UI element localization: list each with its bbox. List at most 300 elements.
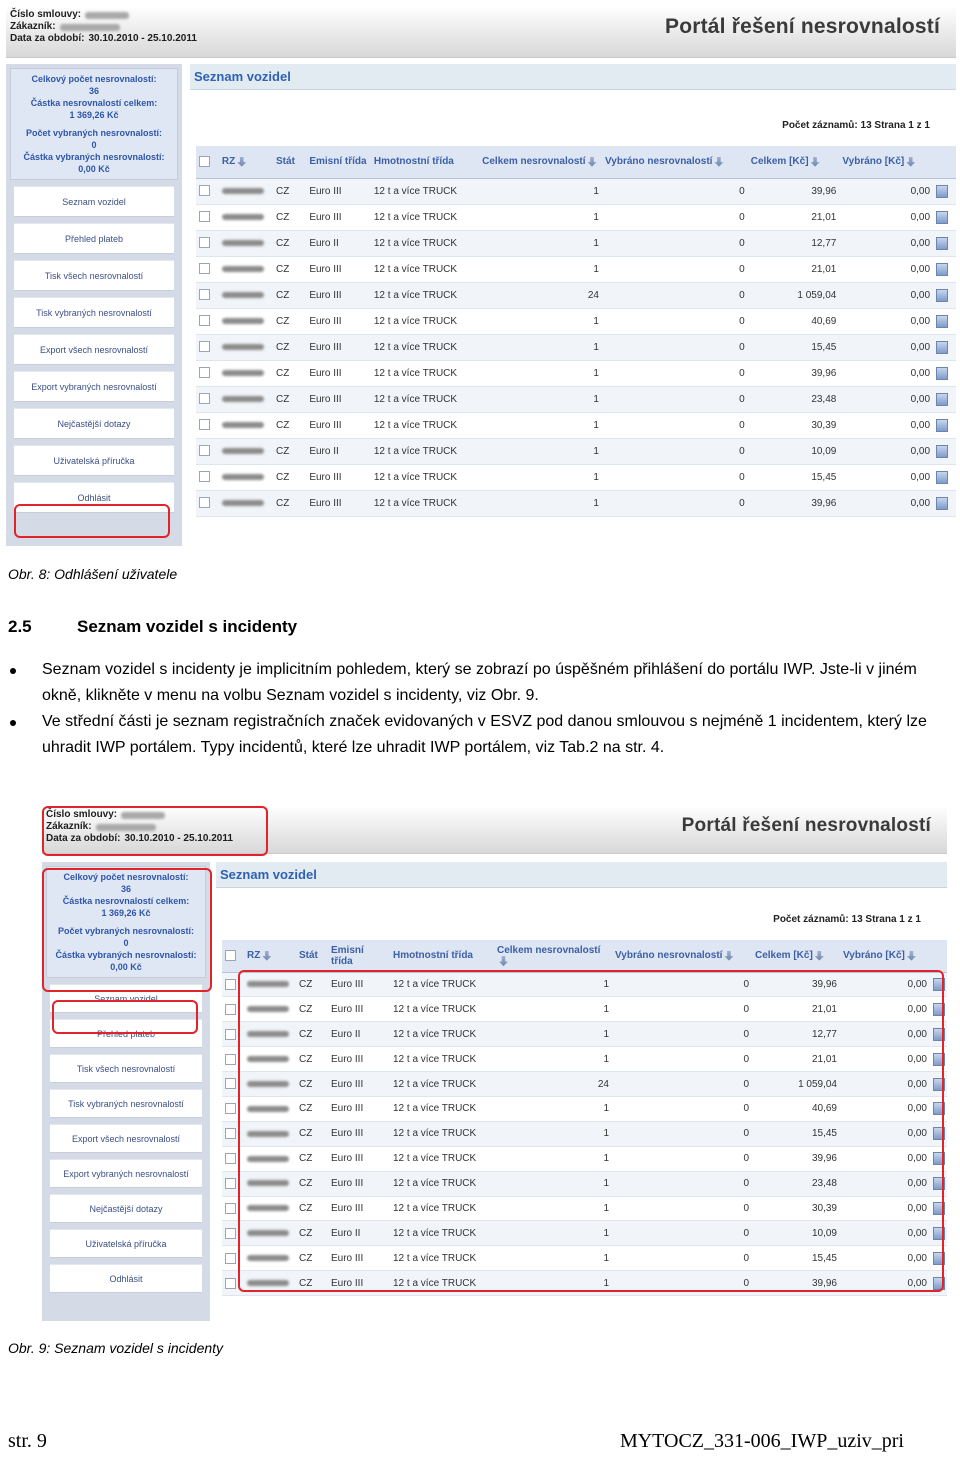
selected-czk-cell: 0,00: [839, 282, 933, 308]
selected-czk-cell: 0,00: [840, 1072, 930, 1097]
table-row: [196, 308, 956, 334]
menu-item[interactable]: Odhlásit: [50, 1264, 202, 1293]
row-checkbox[interactable]: [199, 263, 210, 274]
sort-icon[interactable]: [906, 157, 915, 167]
state-cell: CZ: [296, 1271, 328, 1296]
menu-item[interactable]: Tisk vybraných nesrovnalostí: [50, 1089, 202, 1118]
redacted-customer: [60, 24, 120, 31]
page-number: str. 9: [8, 1430, 47, 1452]
column-header[interactable]: RZ: [244, 940, 296, 972]
table-row: [196, 386, 956, 412]
period-label: Data za období:: [46, 833, 121, 844]
selected-czk-cell: 0,00: [840, 1171, 930, 1196]
column-header[interactable]: Celkem nesrovnalostí: [479, 146, 602, 178]
total-czk-cell: 12,77: [748, 230, 840, 256]
total-cell: 1: [494, 1146, 612, 1171]
emission-cell: Euro II: [306, 438, 371, 464]
sort-icon[interactable]: [907, 951, 916, 961]
selected-amount: 0,00 Kč: [78, 164, 110, 174]
vehicle-table: [196, 146, 956, 517]
bullet-list: [8, 657, 958, 761]
table-row: [196, 334, 956, 360]
vehicle-table: [222, 940, 947, 1296]
emission-cell: Euro III: [328, 1246, 390, 1271]
table-row: [196, 230, 956, 256]
state-cell: CZ: [273, 308, 306, 334]
table-row: [196, 282, 956, 308]
detail-icon[interactable]: [933, 1028, 945, 1041]
row-checkbox[interactable]: [199, 419, 210, 430]
detail-icon[interactable]: [936, 263, 948, 276]
portal-title: Portál řešení nesrovnalostí: [681, 815, 931, 836]
table-row: [222, 1096, 947, 1121]
menu-item[interactable]: Nejčastější dotazy: [14, 408, 174, 439]
column-header[interactable]: Emisní třída: [306, 146, 371, 178]
total-cell: 1: [479, 412, 602, 438]
detail-icon[interactable]: [936, 471, 948, 484]
row-checkbox[interactable]: [225, 1178, 236, 1189]
weight-cell: 12 t a více TRUCK: [390, 1221, 494, 1246]
menu-item[interactable]: Uživatelská příručka: [14, 445, 174, 476]
weight-cell: 12 t a více TRUCK: [371, 178, 479, 204]
table-row: [196, 178, 956, 204]
emission-cell: Euro III: [328, 1121, 390, 1146]
emission-cell: Euro III: [328, 1047, 390, 1072]
total-cell: 1: [494, 1047, 612, 1072]
weight-cell: 12 t a více TRUCK: [390, 1196, 494, 1221]
total-cell: 1: [494, 1121, 612, 1146]
row-checkbox[interactable]: [199, 341, 210, 352]
state-cell: CZ: [296, 1047, 328, 1072]
selected-czk-cell: 0,00: [840, 1271, 930, 1296]
selected-czk-cell: 0,00: [839, 464, 933, 490]
weight-cell: 12 t a více TRUCK: [390, 1022, 494, 1047]
total-czk-cell: 1 059,04: [752, 1072, 840, 1097]
weight-cell: 12 t a více TRUCK: [371, 360, 479, 386]
emission-cell: Euro III: [306, 178, 371, 204]
main-title: Seznam vozidel: [216, 862, 947, 888]
bullet-icon: [10, 668, 16, 674]
total-czk-cell: 39,96: [748, 178, 840, 204]
emission-cell: Euro II: [306, 230, 371, 256]
table-row: [196, 360, 956, 386]
main-panel: [190, 64, 956, 546]
list-item: [8, 709, 958, 761]
row-checkbox[interactable]: [199, 185, 210, 196]
weight-cell: 12 t a více TRUCK: [390, 972, 494, 997]
redacted-plate: [222, 500, 264, 506]
total-amount-label: Částka nesrovnalostí celkem:: [62, 896, 190, 906]
row-checkbox[interactable]: [199, 471, 210, 482]
detail-icon[interactable]: [933, 978, 945, 991]
menu-item[interactable]: Tisk všech nesrovnalostí: [14, 260, 174, 291]
redacted-plate: [247, 1106, 289, 1112]
row-checkbox[interactable]: [225, 1054, 236, 1065]
table-row: [222, 1146, 947, 1171]
weight-cell: 12 t a více TRUCK: [390, 1171, 494, 1196]
total-czk-cell: 21,01: [752, 1047, 840, 1072]
row-checkbox[interactable]: [225, 1029, 236, 1040]
menu-item[interactable]: Seznam vozidel: [50, 984, 202, 1013]
menu-item[interactable]: Export všech nesrovnalostí: [50, 1124, 202, 1153]
total-cell: 1: [494, 1096, 612, 1121]
table-row: [222, 1047, 947, 1072]
total-czk-cell: 21,01: [748, 256, 840, 282]
total-czk-cell: 30,39: [752, 1196, 840, 1221]
weight-cell: 12 t a více TRUCK: [371, 334, 479, 360]
total-cell: 1: [479, 334, 602, 360]
table-row: [222, 1221, 947, 1246]
selected-czk-cell: 0,00: [840, 1121, 930, 1146]
selected-cell: 0: [602, 412, 748, 438]
bullet-text: Seznam vozidel s incidenty je implicitním pohledem, který se zobrazí po úspěšném přihlášení do portálu IWP. Jste-li v jiném okně, klikněte v menu na volbu Seznam vozidel s incidenty, viz Obr. 9.: [42, 661, 917, 704]
weight-cell: 12 t a více TRUCK: [371, 230, 479, 256]
table-header: [222, 940, 947, 972]
detail-icon[interactable]: [936, 211, 948, 224]
row-checkbox[interactable]: [225, 1203, 236, 1214]
redacted-plate: [222, 266, 264, 272]
period-label: Data za období:: [10, 33, 85, 44]
menu-item[interactable]: Přehled plateb: [14, 223, 174, 254]
total-count-label: Celkový počet nesrovnalostí:: [63, 872, 189, 882]
redacted-plate: [222, 396, 264, 402]
detail-icon[interactable]: [933, 1003, 945, 1016]
row-checkbox[interactable]: [225, 1128, 236, 1139]
emission-cell: Euro III: [306, 204, 371, 230]
emission-cell: Euro III: [328, 1196, 390, 1221]
summary-panel: [46, 866, 206, 978]
selected-cell: 0: [612, 1047, 752, 1072]
state-cell: CZ: [273, 334, 306, 360]
column-header[interactable]: Emisní třída: [328, 940, 390, 972]
menu-item[interactable]: Export vybraných nesrovnalostí: [50, 1159, 202, 1188]
column-header[interactable]: Celkem nesrovnalostí: [494, 940, 612, 972]
weight-cell: 12 t a více TRUCK: [390, 1096, 494, 1121]
selected-czk-cell: 0,00: [839, 256, 933, 282]
table-row: [196, 412, 956, 438]
selected-cell: 0: [612, 1171, 752, 1196]
emission-cell: Euro III: [328, 1146, 390, 1171]
list-item: [8, 657, 958, 709]
redacted-plate: [247, 1081, 289, 1087]
weight-cell: 12 t a více TRUCK: [371, 386, 479, 412]
table-row: [222, 1271, 947, 1296]
row-checkbox[interactable]: [199, 289, 210, 300]
emission-cell: Euro III: [306, 412, 371, 438]
state-cell: CZ: [296, 997, 328, 1022]
sort-icon[interactable]: [588, 157, 597, 167]
state-cell: CZ: [296, 1246, 328, 1271]
detail-icon[interactable]: [933, 1277, 945, 1290]
total-cell: 1: [479, 386, 602, 412]
selected-amount-label: Částka vybraných nesrovnalostí:: [23, 152, 165, 162]
column-header[interactable]: Vybráno [Kč]: [840, 940, 930, 972]
selected-czk-cell: 0,00: [840, 1196, 930, 1221]
total-cell: 1: [479, 438, 602, 464]
selected-cell: 0: [612, 972, 752, 997]
detail-icon[interactable]: [933, 1127, 945, 1140]
redacted-plate: [247, 1280, 289, 1286]
state-cell: CZ: [296, 1121, 328, 1146]
weight-cell: 12 t a více TRUCK: [390, 1246, 494, 1271]
bullet-text: Ve střední části je seznam registračních značek evidovaných v ESVZ pod danou smlouvou s nejméně 1 incidentem, který lze uhradit IWP portálem. Typy incidentů, které lze uhradit IWP portálem, viz Tab.2 na str. 4.: [42, 713, 927, 756]
weight-cell: 12 t a více TRUCK: [390, 1146, 494, 1171]
total-czk-cell: 30,39: [748, 412, 840, 438]
selected-cell: 0: [602, 230, 748, 256]
row-checkbox[interactable]: [199, 367, 210, 378]
sort-icon[interactable]: [815, 951, 824, 961]
bullet-icon: [10, 720, 16, 726]
emission-cell: Euro III: [328, 1096, 390, 1121]
row-checkbox[interactable]: [225, 1103, 236, 1114]
redacted-plate: [247, 1230, 289, 1236]
row-checkbox[interactable]: [199, 497, 210, 508]
row-checkbox[interactable]: [199, 211, 210, 222]
total-czk-cell: 1 059,04: [748, 282, 840, 308]
table-row: [196, 204, 956, 230]
sidebar-menu: [14, 186, 174, 513]
selected-czk-cell: 0,00: [840, 1022, 930, 1047]
contract-info: [46, 809, 233, 845]
total-cell: 24: [494, 1072, 612, 1097]
detail-icon[interactable]: [936, 419, 948, 432]
menu-item[interactable]: Odhlásit: [14, 482, 174, 513]
column-header[interactable]: Vybráno nesrovnalostí: [612, 940, 752, 972]
table-row: [222, 1246, 947, 1271]
weight-cell: 12 t a více TRUCK: [390, 1047, 494, 1072]
redacted-plate: [222, 422, 264, 428]
selected-cell: 0: [602, 438, 748, 464]
emission-cell: Euro III: [306, 282, 371, 308]
emission-cell: Euro III: [306, 490, 371, 516]
weight-cell: 12 t a více TRUCK: [371, 438, 479, 464]
selected-cell: 0: [612, 1072, 752, 1097]
row-checkbox[interactable]: [225, 1278, 236, 1289]
row-checkbox[interactable]: [199, 237, 210, 248]
total-czk-cell: 40,69: [748, 308, 840, 334]
portal-title: Portál řešení nesrovnalostí: [665, 15, 940, 38]
redacted-plate: [222, 214, 264, 220]
sort-icon[interactable]: [262, 951, 271, 961]
redacted-contract-number: [121, 812, 165, 819]
total-cell: 1: [479, 464, 602, 490]
state-cell: CZ: [296, 1146, 328, 1171]
section-title: Seznam vozidel s incidenty: [77, 617, 298, 636]
detail-icon[interactable]: [936, 315, 948, 328]
total-count: 36: [120, 884, 131, 894]
table-row: [196, 438, 956, 464]
column-header[interactable]: Hmotnostní třída: [390, 940, 494, 972]
main-title: Seznam vozidel: [190, 64, 956, 90]
row-checkbox[interactable]: [225, 1004, 236, 1015]
figure-caption-9: Obr. 9: Seznam vozidel s incidenty: [8, 1340, 224, 1356]
selected-count-label: Počet vybraných nesrovnalostí:: [57, 926, 195, 936]
weight-cell: 12 t a více TRUCK: [390, 1271, 494, 1296]
column-header[interactable]: RZ: [219, 146, 273, 178]
table-row: [222, 1072, 947, 1097]
section-number: 2.5: [8, 617, 32, 636]
total-amount: 1 369,26 Kč: [69, 110, 119, 120]
selected-czk-cell: 0,00: [839, 360, 933, 386]
redacted-plate: [247, 1131, 289, 1137]
menu-item[interactable]: Tisk vybraných nesrovnalostí: [14, 297, 174, 328]
row-checkbox[interactable]: [225, 979, 236, 990]
redacted-plate: [247, 1006, 289, 1012]
column-header[interactable]: Stát: [296, 940, 328, 972]
emission-cell: Euro III: [328, 997, 390, 1022]
select-all-checkbox[interactable]: [225, 950, 236, 961]
detail-icon[interactable]: [933, 1177, 945, 1190]
detail-icon[interactable]: [936, 237, 948, 250]
emission-cell: Euro III: [328, 1271, 390, 1296]
redacted-plate: [247, 981, 289, 987]
column-header[interactable]: Celkem [Kč]: [748, 146, 840, 178]
total-czk-cell: 15,45: [748, 464, 840, 490]
detail-icon[interactable]: [936, 445, 948, 458]
weight-cell: 12 t a více TRUCK: [371, 490, 479, 516]
emission-cell: Euro III: [306, 360, 371, 386]
sort-icon[interactable]: [724, 951, 733, 961]
selected-cell: 0: [602, 256, 748, 282]
column-header[interactable]: Celkem [Kč]: [752, 940, 840, 972]
total-cell: 1: [479, 204, 602, 230]
detail-icon[interactable]: [933, 1227, 945, 1240]
row-checkbox[interactable]: [199, 445, 210, 456]
state-cell: CZ: [273, 386, 306, 412]
total-cell: 1: [494, 1271, 612, 1296]
selected-czk-cell: 0,00: [840, 1096, 930, 1121]
total-czk-cell: 12,77: [752, 1022, 840, 1047]
selected-czk-cell: 0,00: [840, 1246, 930, 1271]
row-checkbox[interactable]: [225, 1078, 236, 1089]
total-cell: 1: [479, 256, 602, 282]
menu-item[interactable]: Export vybraných nesrovnalostí: [14, 371, 174, 402]
selected-czk-cell: 0,00: [840, 1047, 930, 1072]
period-value: 30.10.2010 - 25.10.2011: [124, 833, 233, 844]
detail-icon[interactable]: [936, 497, 948, 510]
selected-cell: 0: [612, 1196, 752, 1221]
redacted-plate: [247, 1031, 289, 1037]
column-header[interactable]: Hmotnostní třída: [371, 146, 479, 178]
column-header[interactable]: Vybráno nesrovnalostí: [602, 146, 748, 178]
record-info: Počet záznamů: 13 Strana 1 z 1: [782, 120, 930, 131]
sort-icon[interactable]: [714, 157, 723, 167]
row-checkbox[interactable]: [199, 315, 210, 326]
detail-icon[interactable]: [936, 367, 948, 380]
redacted-plate: [222, 344, 264, 350]
selected-cell: 0: [602, 334, 748, 360]
detail-icon[interactable]: [933, 1252, 945, 1265]
table-row: [222, 997, 947, 1022]
state-cell: CZ: [273, 490, 306, 516]
selected-czk-cell: 0,00: [839, 412, 933, 438]
menu-item[interactable]: Export všech nesrovnalostí: [14, 334, 174, 365]
menu-item[interactable]: Seznam vozidel: [14, 186, 174, 217]
selected-cell: 0: [602, 360, 748, 386]
total-czk-cell: 40,69: [752, 1096, 840, 1121]
selected-czk-cell: 0,00: [839, 490, 933, 516]
state-cell: CZ: [273, 178, 306, 204]
row-checkbox[interactable]: [199, 393, 210, 404]
state-cell: CZ: [273, 230, 306, 256]
state-cell: CZ: [273, 282, 306, 308]
sort-icon[interactable]: [237, 157, 246, 167]
detail-icon[interactable]: [933, 1202, 945, 1215]
menu-item[interactable]: Přehled plateb: [50, 1019, 202, 1048]
total-czk-cell: 39,96: [748, 360, 840, 386]
selected-czk-cell: 0,00: [839, 204, 933, 230]
total-czk-cell: 39,96: [752, 972, 840, 997]
emission-cell: Euro III: [306, 464, 371, 490]
detail-icon[interactable]: [933, 1102, 945, 1115]
detail-icon[interactable]: [936, 341, 948, 354]
selected-czk-cell: 0,00: [839, 230, 933, 256]
selected-czk-cell: 0,00: [840, 1221, 930, 1246]
customer-label: Zákazník:: [10, 21, 56, 32]
row-checkbox[interactable]: [225, 1228, 236, 1239]
select-all-checkbox[interactable]: [199, 156, 210, 167]
row-checkbox[interactable]: [225, 1253, 236, 1264]
column-header[interactable]: Vybráno [Kč]: [839, 146, 933, 178]
weight-cell: 12 t a více TRUCK: [371, 412, 479, 438]
detail-icon[interactable]: [936, 289, 948, 302]
table-row: [196, 490, 956, 516]
emission-cell: Euro III: [306, 334, 371, 360]
portal-header: [6, 6, 956, 58]
state-cell: CZ: [296, 1072, 328, 1097]
selected-cell: 0: [612, 1121, 752, 1146]
selected-cell: 0: [602, 464, 748, 490]
detail-icon[interactable]: [933, 1053, 945, 1066]
total-count-label: Celkový počet nesrovnalostí:: [31, 74, 157, 84]
total-amount-label: Částka nesrovnalostí celkem:: [30, 98, 158, 108]
selected-cell: 0: [602, 308, 748, 334]
state-cell: CZ: [296, 1221, 328, 1246]
total-cell: 1: [494, 1196, 612, 1221]
total-czk-cell: 21,01: [752, 997, 840, 1022]
detail-icon[interactable]: [936, 393, 948, 406]
selected-amount: 0,00 Kč: [110, 962, 142, 972]
table-row: [222, 1196, 947, 1221]
portal-screenshot-vehicle-list: [42, 806, 947, 1321]
detail-icon[interactable]: [933, 1152, 945, 1165]
redacted-plate: [247, 1156, 289, 1162]
sort-icon[interactable]: [499, 956, 508, 966]
menu-item[interactable]: Tisk všech nesrovnalostí: [50, 1054, 202, 1083]
selected-cell: 0: [612, 1146, 752, 1171]
weight-cell: 12 t a více TRUCK: [390, 1072, 494, 1097]
redacted-plate: [222, 318, 264, 324]
row-checkbox[interactable]: [225, 1153, 236, 1164]
contract-info: [10, 9, 197, 45]
total-cell: 1: [479, 308, 602, 334]
selected-czk-cell: 0,00: [840, 1146, 930, 1171]
menu-item[interactable]: Nejčastější dotazy: [50, 1194, 202, 1223]
state-cell: CZ: [296, 1096, 328, 1121]
sort-icon[interactable]: [811, 157, 820, 167]
detail-icon[interactable]: [936, 185, 948, 198]
menu-item[interactable]: Uživatelská příručka: [50, 1229, 202, 1258]
weight-cell: 12 t a více TRUCK: [390, 1121, 494, 1146]
detail-icon[interactable]: [933, 1078, 945, 1091]
column-header[interactable]: Stát: [273, 146, 306, 178]
emission-cell: Euro III: [328, 1171, 390, 1196]
document-id: MYTOCZ_331-006_IWP_uziv_pri: [619, 1430, 904, 1452]
redacted-plate: [247, 1180, 289, 1186]
total-czk-cell: 39,96: [752, 1146, 840, 1171]
customer-label: Zákazník:: [46, 821, 92, 832]
selected-cell: 0: [602, 178, 748, 204]
